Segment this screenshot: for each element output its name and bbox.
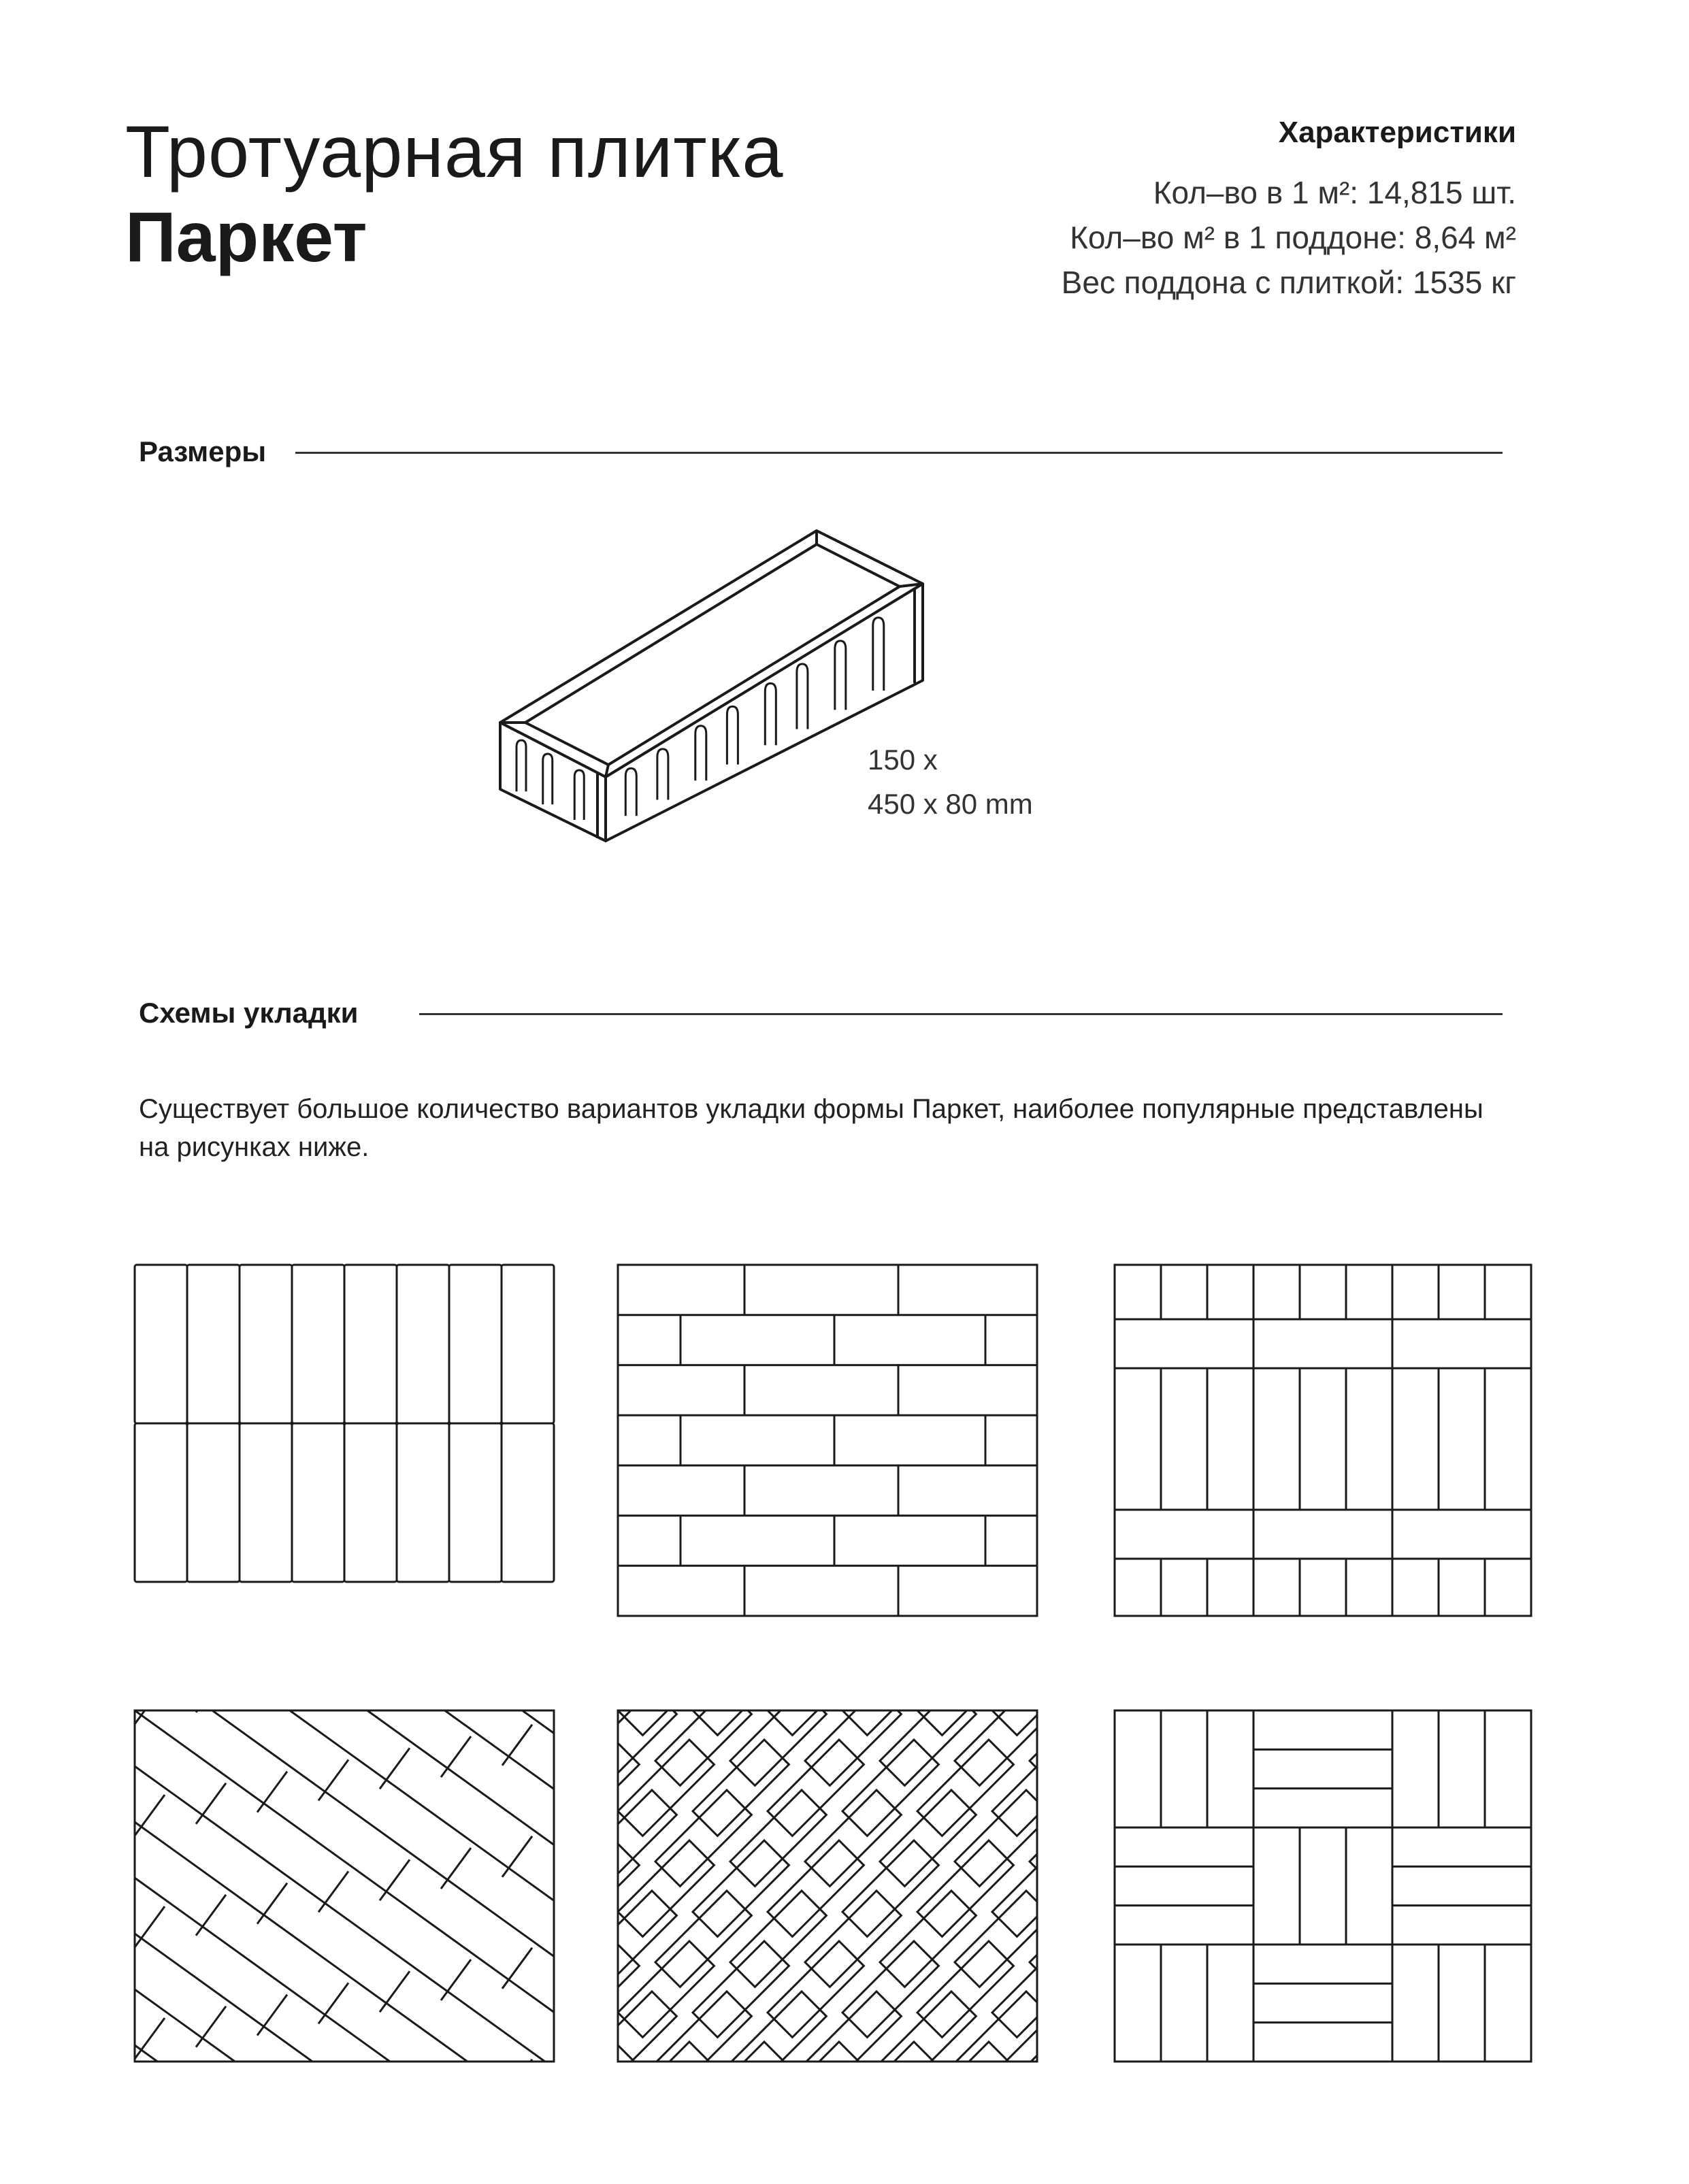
paver	[693, 1840, 789, 1936]
paver	[292, 1265, 344, 1423]
basket-cell	[1392, 1710, 1531, 1827]
joint-line	[257, 1995, 287, 2036]
joint-line	[257, 1772, 287, 1813]
paver	[240, 1265, 292, 1423]
joint-line	[257, 1883, 287, 1924]
basket-cell	[1253, 1710, 1392, 1827]
basket-cell	[1115, 1945, 1253, 2062]
paver	[917, 1740, 1013, 1836]
paver	[655, 1790, 751, 1886]
basket-cell	[1253, 1827, 1392, 1945]
joint-line	[502, 1725, 532, 1766]
pattern-border	[1115, 1265, 1531, 1616]
paver	[240, 1423, 292, 1582]
joint-line	[135, 1795, 165, 1836]
joint-line	[318, 1759, 348, 1800]
paver	[768, 1840, 864, 1936]
pattern-basket-weave	[1112, 1708, 1534, 2064]
basket-cell	[1115, 1827, 1253, 1945]
paver	[618, 1740, 714, 1836]
joint-line	[380, 1859, 410, 1900]
paver	[449, 1423, 502, 1582]
pattern-stack-bond	[132, 1262, 558, 1586]
spec-qty-per-m2: Кол–во в 1 м²: 14,815 шт.	[1153, 175, 1516, 210]
basket-cell	[1115, 1710, 1253, 1827]
joint-line	[380, 1971, 410, 2012]
pattern-diagonal-stack	[132, 1708, 558, 2064]
paver	[768, 1740, 864, 1836]
product-name: Паркет	[125, 198, 367, 277]
joint-line	[196, 1783, 226, 1824]
paver	[187, 1265, 240, 1423]
paver	[842, 1941, 938, 2037]
patterns-description: Существует большое количество вариантов укладки формы Паркет, наиболее популярные представлены на рисунках ниже.	[139, 1094, 1483, 1162]
paver	[842, 1840, 938, 1936]
pattern-running-bond	[615, 1262, 1040, 1619]
patterns-divider	[419, 1013, 1503, 1015]
pattern-herringbone	[615, 1708, 1040, 2064]
joint-line	[380, 1748, 410, 1789]
basket-cell	[1253, 1945, 1392, 2062]
paver	[502, 1423, 554, 1582]
paver	[730, 1891, 826, 1987]
joint-line	[135, 1906, 165, 1947]
joint-line	[441, 1848, 471, 1889]
paver	[693, 1740, 789, 1836]
paver	[768, 1941, 864, 2037]
paver	[135, 1423, 187, 1582]
pattern-border	[135, 1710, 554, 2062]
joint-line	[502, 1836, 532, 1877]
paver	[693, 1941, 789, 2037]
joint-line	[196, 2006, 226, 2047]
dimensions-width: 150 x	[868, 744, 938, 776]
joint-line	[196, 1895, 226, 1936]
joint-line	[441, 1959, 471, 2000]
paver	[730, 1790, 826, 1886]
paver	[805, 1790, 901, 1886]
paver	[880, 1790, 976, 1886]
paver	[344, 1423, 397, 1582]
spec-pallet-weight: Вес поддона с плиткой: 1535 кг	[1061, 265, 1516, 300]
pattern-border	[1115, 1710, 1531, 2062]
joint-line	[502, 1948, 532, 1989]
paver	[618, 1941, 714, 2037]
paver	[880, 1891, 976, 1987]
paver	[655, 1891, 751, 1987]
paver	[917, 1941, 1013, 2037]
sizes-heading: Размеры	[139, 435, 267, 467]
paver	[397, 1265, 449, 1423]
paver	[502, 1265, 554, 1423]
joint-line	[318, 1871, 348, 1912]
page-title: Тротуарная плитка	[125, 110, 784, 193]
spec-m2-per-pallet: Кол–во м² в 1 поддоне: 8,64 м²	[1070, 220, 1516, 255]
joint-line	[135, 2018, 165, 2059]
joint-line	[441, 1736, 471, 1777]
dimensions-length-height: 450 x 80 mm	[868, 788, 1033, 820]
patterns-heading: Схемы укладки	[139, 997, 359, 1029]
paver	[842, 1740, 938, 1836]
paver	[449, 1265, 502, 1423]
paver	[187, 1423, 240, 1582]
paver	[135, 1265, 187, 1423]
basket-cell	[1392, 1945, 1531, 2062]
paver	[618, 1840, 714, 1936]
basket-cell	[1392, 1827, 1531, 1945]
paver	[397, 1423, 449, 1582]
paver	[917, 1840, 1013, 1936]
pattern-basket-grid	[1112, 1262, 1534, 1619]
joint-line	[318, 1983, 348, 2023]
characteristics-heading: Характеристики	[1278, 116, 1516, 149]
paver	[292, 1423, 344, 1582]
paver	[805, 1891, 901, 1987]
paver	[344, 1265, 397, 1423]
